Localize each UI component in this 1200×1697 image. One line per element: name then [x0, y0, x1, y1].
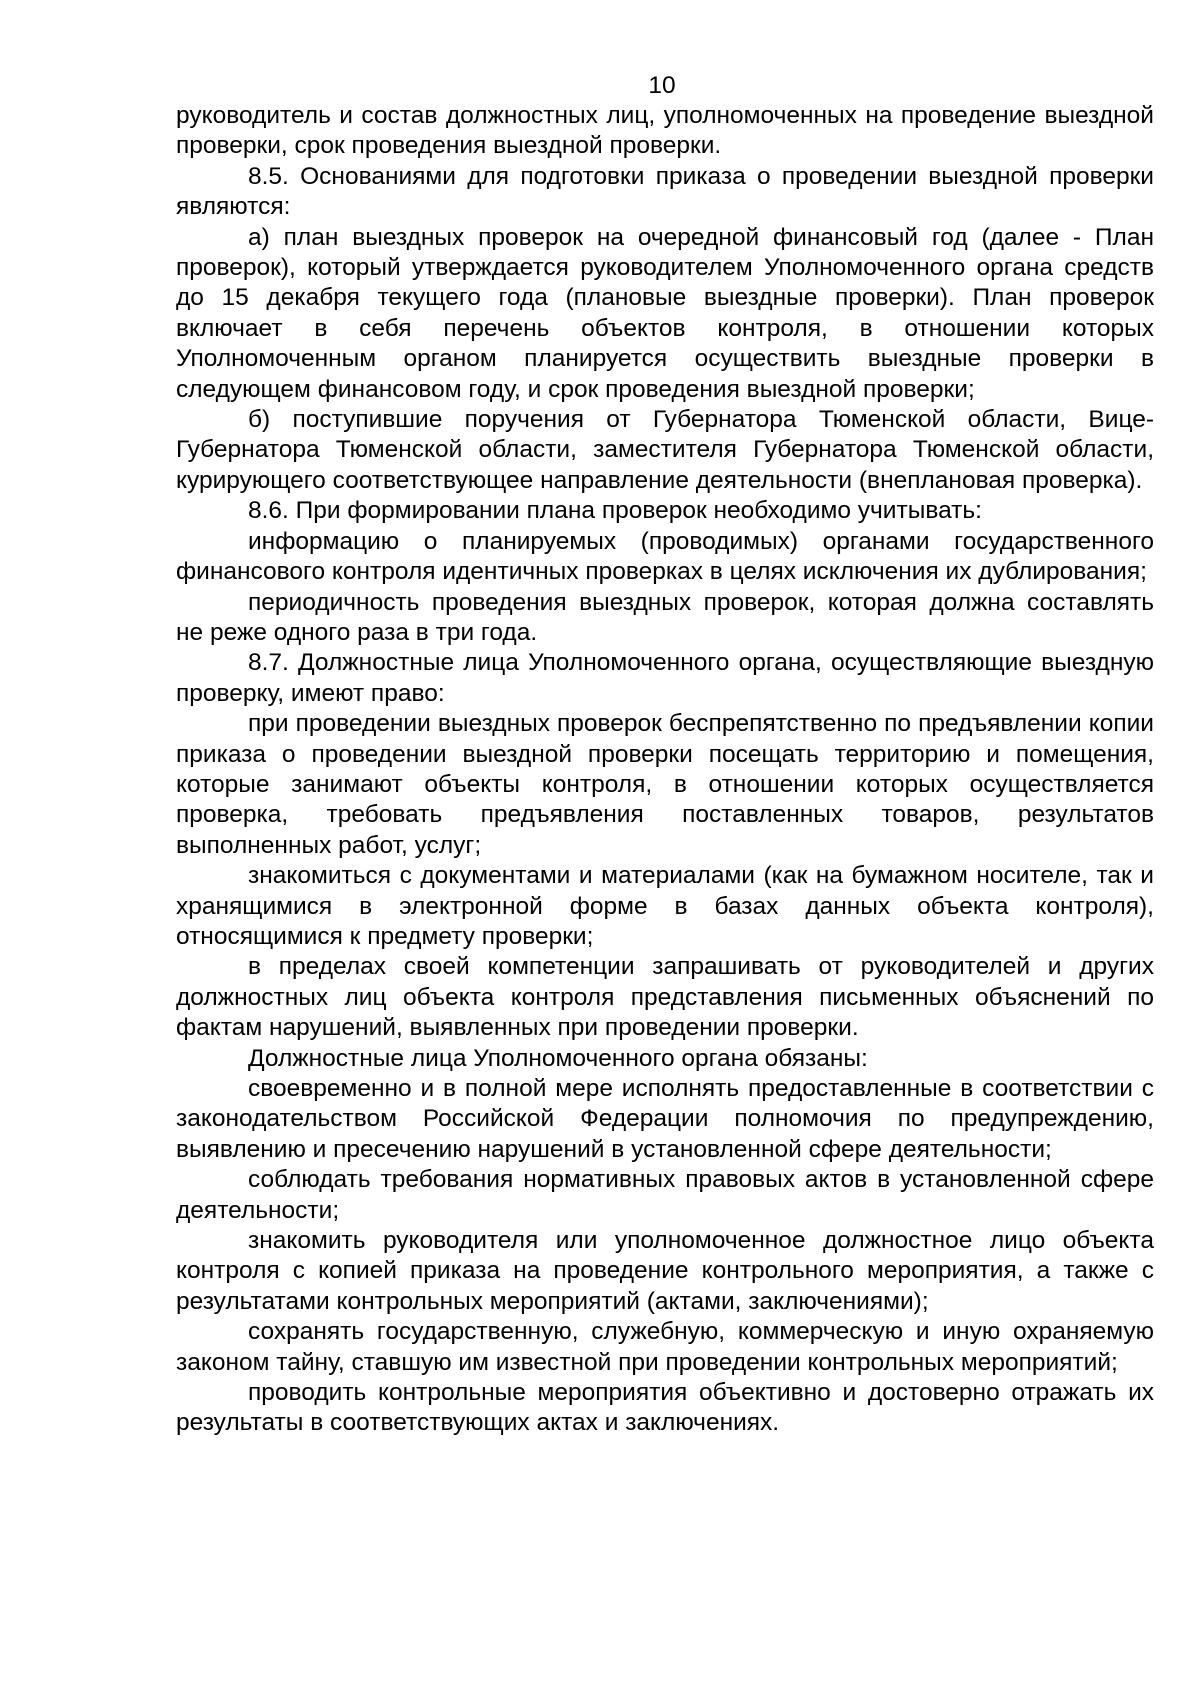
paragraph-8-5-b: б) поступившие поручения от Губернатора Тюменской области, Вице-Губернатора Тюменской области, заместителя Губернатора Тюменской области, курирующего соответствующее направление деятельности (внеплановая проверка). — [176, 406, 1154, 494]
page-number: 10 — [648, 72, 676, 99]
paragraph-duty-5: проводить контрольные мероприятия объективно и достоверно отражать их результаты в соответствующих актах и заключениях. — [176, 1379, 1154, 1437]
paragraph-duties-heading: Должностные лица Уполномоченного органа обязаны: — [248, 1044, 868, 1072]
paragraph-duty-1: своевременно и в полной мере исполнять предоставленные в соответствии с законодательством Российской Федерации полномочия по предупреждению, выявлению и пресечению нарушений в установленной сфере деятельности; — [176, 1075, 1154, 1163]
paragraph-8-7: 8.7. Должностные лица Уполномоченного органа, осуществляющие выездную проверку, имеют право: — [176, 649, 1154, 707]
paragraph-duty-3: знакомить руководителя или уполномоченное должностное лицо объекта контроля с копией приказа на проведение контрольного мероприятия, а также с результатами контрольных мероприятий (актами, заключениями); — [176, 1227, 1154, 1315]
paragraph-8-7-right-3: в пределах своей компетенции запрашивать от руководителей и других должностных лиц объекта контроля представления письменных объяснений по фактам нарушений, выявленных при проведении проверки. — [176, 953, 1154, 1042]
paragraph-8-5-a: а) план выездных проверок на очередной финансовый год (далее - План проверок), который утверждается руководителем Уполномоченного органа средств до 15 декабря текущего года (плановые выездные проверки). План проверок включает в себя перечень объектов контроля, в отношении которых Уполномоченным органом планируется осуществить выездные проверки в следующем финансовом году, и срок проведения выездной проверки; — [176, 223, 1154, 403]
paragraph-8-7-right-2: знакомиться с документами и материалами (как на бумажном носителе, так и хранящимися в электронной форме в базах данных объекта контроля), относящимися к предмету проверки; — [176, 862, 1154, 950]
paragraph-duty-4: сохранять государственную, служебную, коммерческую и иную охраняемую законом тайну, ставшую им известной при проведении контрольных мероприятий; — [176, 1318, 1154, 1376]
paragraph-8-7-right-1: при проведении выездных проверок беспрепятственно по предъявлении копии приказа о проведении выездной проверки посещать территорию и помещения, которые занимают объекты контроля, в отношении которых осуществляется проверка, требовать предъявления поставленных товаров, результатов выполненных работ, услуг; — [176, 710, 1154, 859]
paragraph-8-6-item-1: информацию о планируемых (проводимых) органами государственного финансового контроля идентичных проверках в целях исключения их дублирования; — [176, 527, 1154, 586]
paragraph-continuation: руководитель и состав должностных лиц, уполномоченных на проведение выездной проверки, срок проведения выездной проверки. — [176, 102, 1154, 160]
document-body — [176, 101, 1154, 1439]
paragraph-8-6-item-2: периодичность проведения выездных проверок, которая должна составлять не реже одного раза в три года. — [176, 588, 1154, 646]
paragraph-8-6: 8.6. При формировании плана проверок необходимо учитывать: — [248, 497, 982, 525]
paragraph-8-5: 8.5. Основаниями для подготовки приказа о проведении выездной проверки являются: — [176, 162, 1154, 221]
paragraph-duty-2: соблюдать требования нормативных правовых актов в установленной сфере деятельности; — [176, 1166, 1154, 1224]
